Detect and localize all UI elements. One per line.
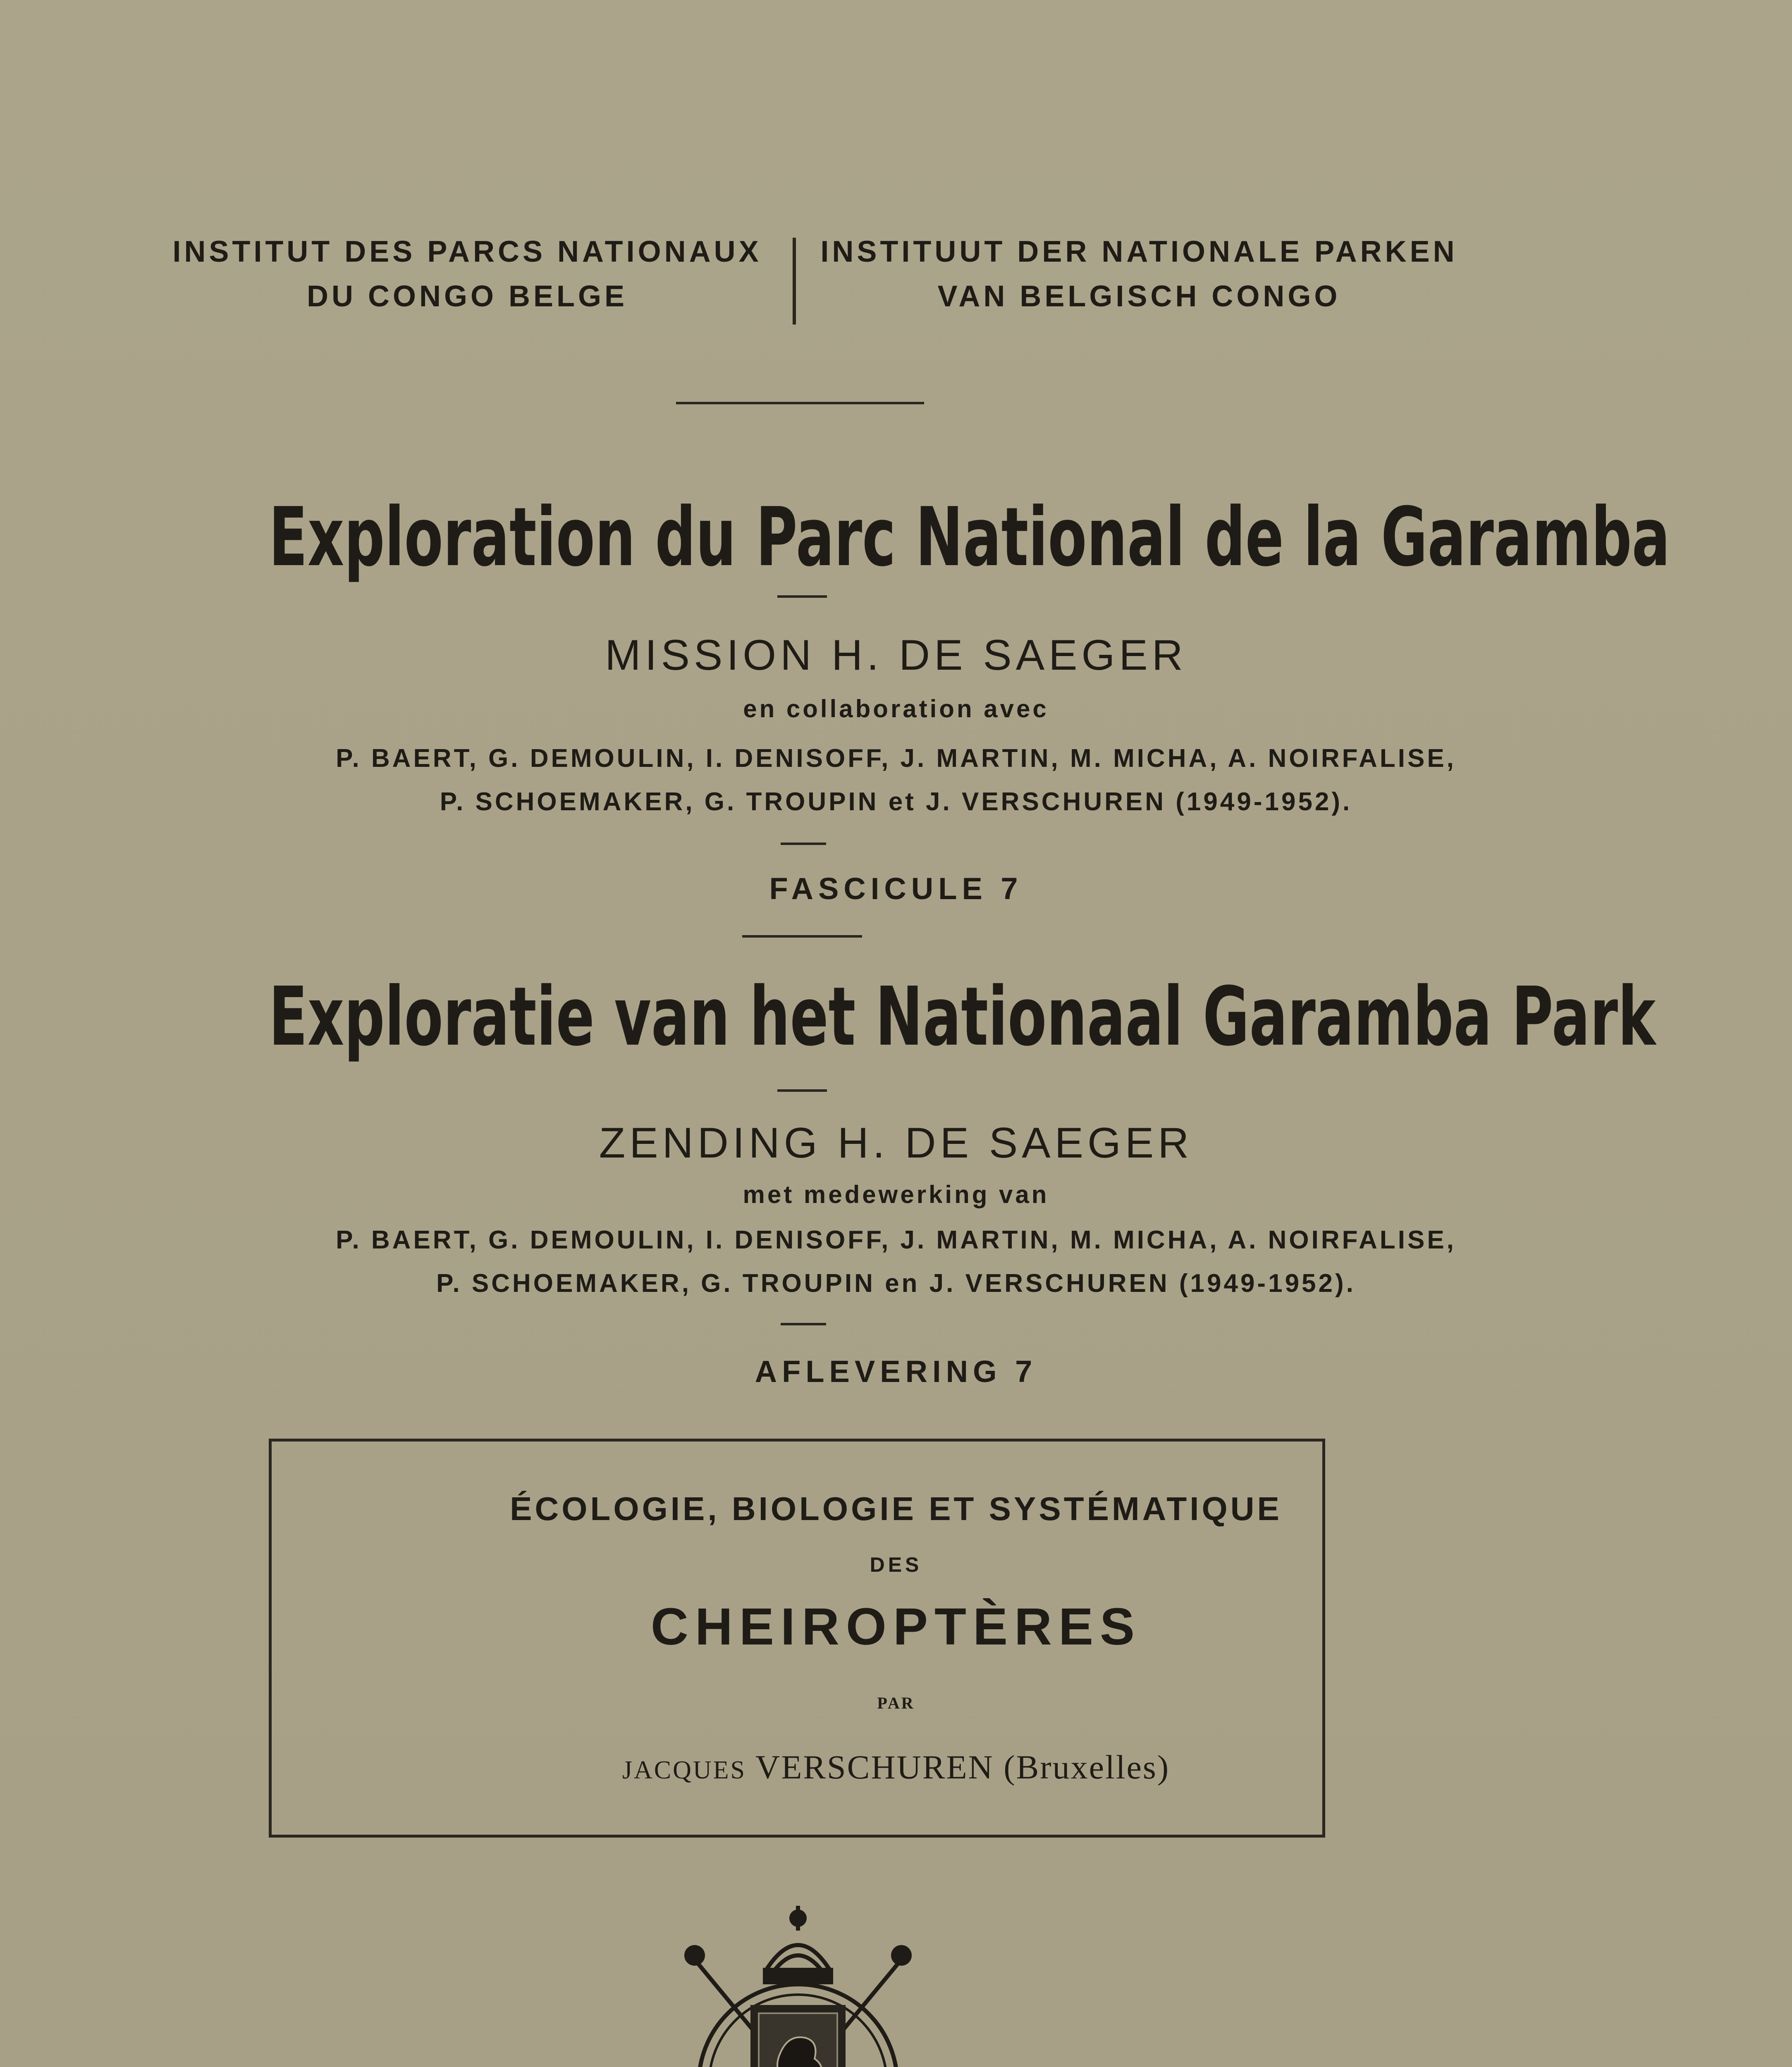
header-divider <box>793 238 796 325</box>
french-fascicule: FASCICULE 7 <box>769 871 1023 906</box>
french-mission: MISSION H. DE SAEGER <box>605 631 1187 679</box>
box-subject: ÉCOLOGIE, BIOLOGIE ET SYSTÉMATIQUE <box>510 1490 1282 1527</box>
dutch-names-line2: P. SCHOEMAKER, G. TROUPIN en J. VERSCHUREN (1949-1952). <box>436 1269 1356 1298</box>
box-title: CHEIROPTÈRES <box>650 1597 1142 1656</box>
author-rest: VERSCHUREN (Bruxelles) <box>746 1748 1170 1786</box>
rule-nl-1 <box>777 1089 827 1092</box>
french-title: Exploration du Parc National de la Garamba <box>269 490 1670 585</box>
french-names-line2: P. SCHOEMAKER, G. TROUPIN et J. VERSCHUREN (1949-1952). <box>440 788 1352 816</box>
institute-nl-line1: INSTITUUT DER NATIONALE PARKEN <box>820 235 1458 268</box>
rule-middle <box>742 935 862 938</box>
institute-fr-line1: INSTITUT DES PARCS NATIONAUX <box>172 235 762 268</box>
institute-fr-line2: DU CONGO BELGE <box>306 280 628 313</box>
institute-nl-line2: VAN BELGISCH CONGO <box>937 280 1341 313</box>
french-collab: en collaboration avec <box>743 695 1049 723</box>
rule-fr-2 <box>781 843 826 845</box>
author-first-name: JACQUES <box>622 1756 747 1784</box>
rule-nl-2 <box>781 1323 826 1325</box>
institute-header-fr <box>136 229 798 319</box>
dutch-names-line1: P. BAERT, G. DEMOULIN, I. DENISOFF, J. MARTIN, M. MICHA, A. NOIRFALISE, <box>336 1226 1456 1254</box>
box-des: DES <box>870 1553 922 1576</box>
rule-fr-1 <box>777 595 827 598</box>
box-par: PAR <box>877 1694 915 1712</box>
dutch-collab: met medewerking van <box>743 1181 1049 1208</box>
belgian-coat-of-arms-icon <box>670 1902 926 2067</box>
dutch-mission: ZENDING H. DE SAEGER <box>599 1119 1193 1167</box>
dutch-title: Exploratie van het Nationaal Garamba Park <box>269 970 1656 1064</box>
institute-header-nl <box>817 229 1462 319</box>
dutch-aflevering: AFLEVERING 7 <box>755 1354 1037 1389</box>
box-author <box>0 1745 1792 1793</box>
header-rule <box>676 402 924 404</box>
french-names-line1: P. BAERT, G. DEMOULIN, I. DENISOFF, J. MARTIN, M. MICHA, A. NOIRFALISE, <box>336 744 1456 773</box>
